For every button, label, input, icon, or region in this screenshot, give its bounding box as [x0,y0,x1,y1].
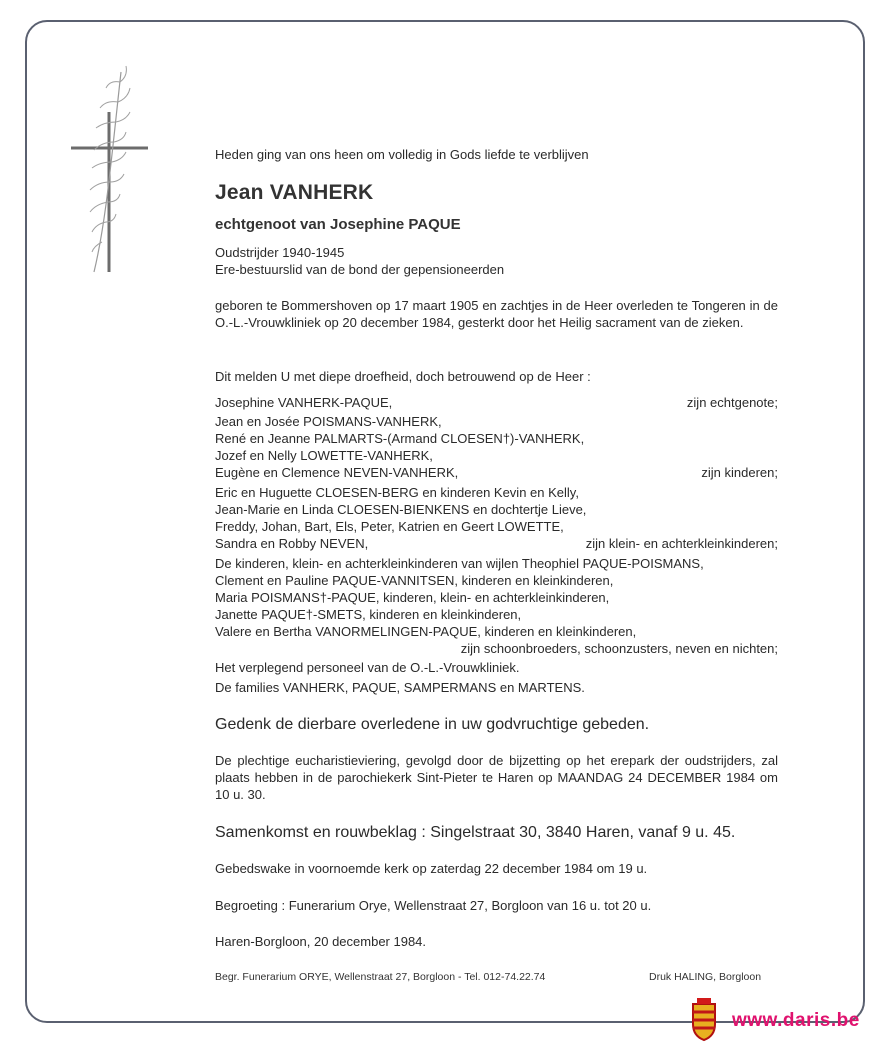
cross-with-palm-icon [66,62,156,277]
family-row-names: Janette PAQUE†-SMETS, kinderen en kleinkinderen, [215,607,522,622]
first-name: Jean [215,181,264,204]
family-row-names: Maria POISMANS†-PAQUE, kinderen, klein- en achterkleinkinderen, [215,590,610,605]
birth-death-text: geboren te Bommershoven op 17 maart 1905 en zachtjes in de Heer overleden te Tongeren in de O.-L.-Vrouwkliniek op 20 december 1984, gesterkt door het Heilig sacrament van de zieken. [215,298,778,330]
family-row [215,394,778,411]
title-veteran: Oudstrijder 1940-1945 [215,245,345,260]
family-row-names: Sandra en Robby NEVEN, [215,536,369,551]
family-row [215,623,778,640]
family-row-names: De families VANHERK, PAQUE, SAMPERMANS en MARTENS. [215,680,585,695]
family-row-names: Eric en Huguette CLOESEN-BERG en kinderen Kevin en Kelly, [215,485,579,500]
last-name: VANHERK [269,181,374,204]
family-row [215,518,778,535]
prayer-text: Gedenk de dierbare overledene in uw godvruchtige gebeden. [215,716,650,733]
coat-of-arms-icon [689,998,719,1042]
family-row [215,589,778,606]
family-row-names: De kinderen, klein- en achterkleinkinderen van wijlen Theophiel PAQUE-POISMANS, [215,556,704,571]
title-board: Ere-bestuurslid van de bond der gepensioneerden [215,262,505,277]
family-row-names: Clement en Pauline PAQUE-VANNITSEN, kinderen en kleinkinderen, [215,573,614,588]
family-row [215,464,778,481]
family-row-names: Valere en Bertha VANORMELINGEN-PAQUE, kinderen en kleinkinderen, [215,624,637,639]
family-row-names: Eugène en Clemence NEVEN-VANHERK, [215,465,459,480]
service-text: De plechtige eucharistieviering, gevolgd door de bijzetting op het erepark der oudstrijders, zal plaats hebben in de parochiekerk Sint-Pieter te Haren op MAANDAG 24 DECEMBER 1984 om 10 u. 30. [215,753,778,802]
family-row [215,484,778,501]
deceased-name [215,181,373,205]
family-row-relation: zijn echtgenote; [686,395,778,410]
family-row-names: René en Jeanne PALMARTS-(Armand CLOESEN†)-VANHERK, [215,431,585,446]
family-row-names: Josephine VANHERK-PAQUE, [215,395,393,410]
family-row [215,535,778,552]
family-row [215,606,778,623]
intro-text: Heden ging van ons heen om volledig in Gods liefde te verblijven [215,147,589,162]
place-date-text: Haren-Borgloon, 20 december 1984. [215,934,427,949]
meeting-text: Samenkomst en rouwbeklag : Singelstraat 30, 3840 Haren, vanaf 9 u. 45. [215,824,736,841]
family-row-names: Jean-Marie en Linda CLOESEN-BIENKENS en dochtertje Lieve, [215,502,587,517]
family-row [215,447,778,464]
family-row [215,572,778,589]
family-row [215,430,778,447]
family-row-names: Freddy, Johan, Bart, Els, Peter, Katrien en Geert LOWETTE, [215,519,564,534]
family-row-relation: zijn kinderen; [701,465,778,480]
family-row [215,679,778,696]
family-row [215,501,778,518]
printer-footer: Druk HALING, Borgloon [649,971,762,983]
watermark-link[interactable]: www.daris.be [732,1010,860,1031]
funeral-home-footer: Begr. Funerarium ORYE, Wellenstraat 27, Borgloon - Tel. 012-74.22.74 [215,971,546,983]
family-row [215,413,778,430]
announce-text: Dit melden U met diepe droefheid, doch betrouwend op de Heer : [215,369,591,384]
family-row-names: Jean en Josée POISMANS-VANHERK, [215,414,442,429]
family-row-relation: zijn klein- en achterkleinkinderen; [585,536,778,551]
family-row-names: Jozef en Nelly LOWETTE-VANHERK, [215,448,433,463]
family-row-relation: zijn schoonbroeders, schoonzusters, neven en nichten; [460,641,778,656]
wake-text: Gebedswake in voornoemde kerk op zaterdag 22 december 1984 om 19 u. [215,861,648,876]
spouse-line: echtgenoot van Josephine PAQUE [215,216,461,233]
family-row-names: Het verplegend personeel van de O.-L.-Vrouwkliniek. [215,660,520,675]
family-row [215,555,778,572]
family-row [215,659,778,676]
greeting-text: Begroeting : Funerarium Orye, Wellenstraat 27, Borgloon van 16 u. tot 20 u. [215,898,652,913]
